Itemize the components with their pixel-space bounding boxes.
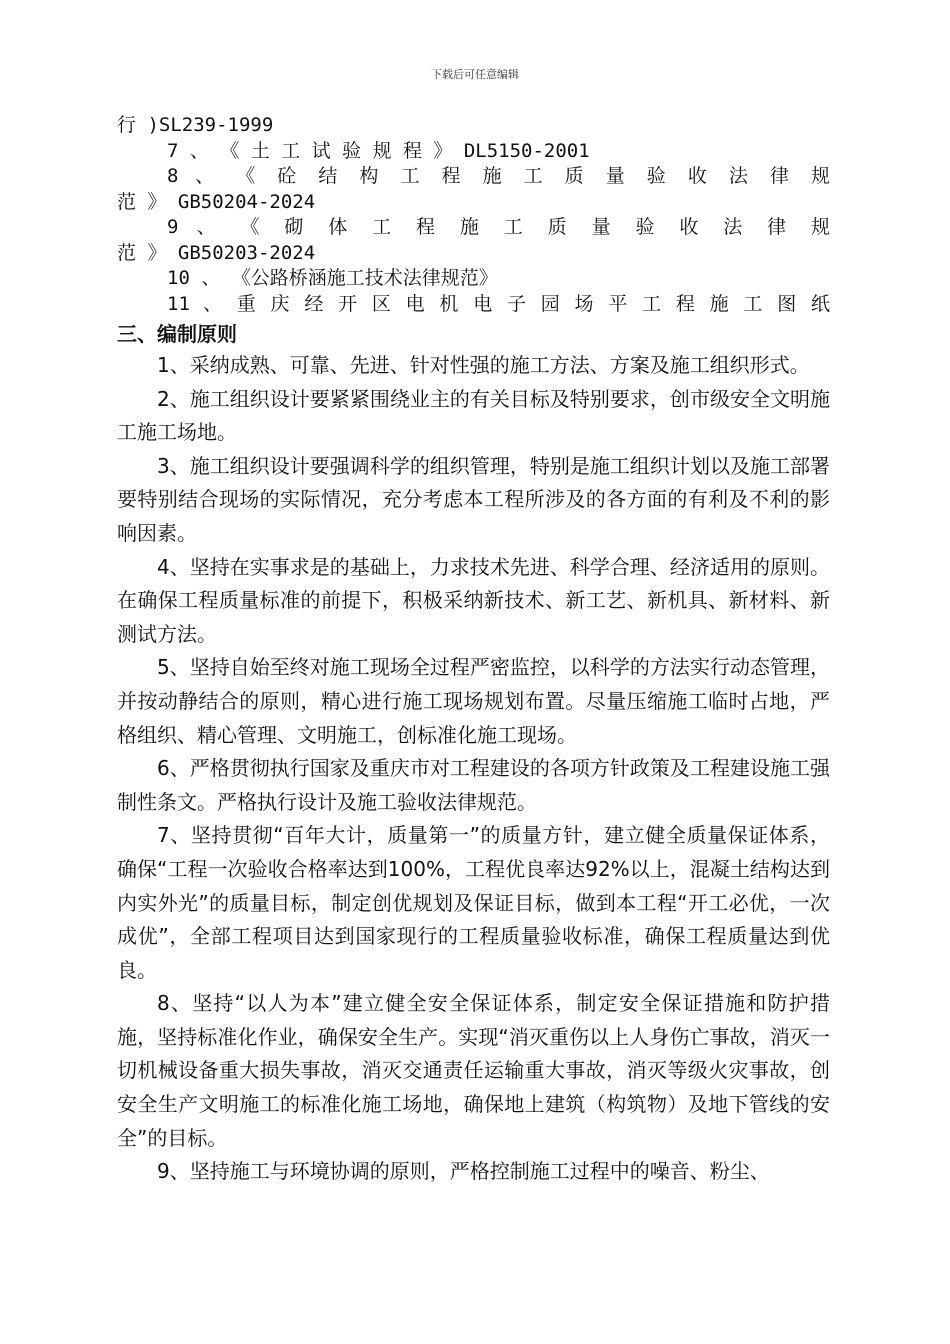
principle-7: 7、坚持贯彻“百年大计，质量第一”的质量方针，建立健全质量保证体系，确保“工程一次验收合格率达到100%，工程优良率达92%以上，混凝土结构达到内实外光”的质量目标，制定创优规划及保证目标，做到本工程“开工必优，一次成优”，全部工程项目达到国家现行的工程质量验收标准，确保工程质量达到优良。 <box>117 823 830 982</box>
principle-4: 4、坚持在实事求是的基础上，力求技术先进、科学合理、经济适用的原则。在确保工程质量标准的前提下，积极采纳新技术、新工艺、新机具、新材料、新测试方法。 <box>117 554 830 646</box>
document-body <box>117 113 830 1189</box>
reference-item-8-cont: 范 》 GB50204-2024 <box>117 190 316 213</box>
principle-6: 6、严格贯彻执行国家及重庆市对工程建设的各项方针政策及工程建设施工强制性条文。严格执行设计及施工验收法律规范。 <box>117 756 830 814</box>
section-title: 三、编制原则 <box>117 322 237 346</box>
principle-5: 5、坚持自始至终对施工现场全过程严密监控，以科学的方法实行动态管理，并按动静结合的原则，精心进行施工现场规划布置。尽量压缩施工临时占地，严格组织、精心管理、文明施工，创标准化施工现场。 <box>117 655 830 747</box>
reference-item-7: 7 、 《 土 工 试 验 规 程 》 DL5150-2001 <box>167 139 590 162</box>
principle-8: 8、坚持“以人为本”建立健全安全保证体系，制定安全保证措施和防护措施，坚持标准化作业，确保安全生产。实现“消灭重伤以上人身伤亡事故，消灭一切机械设备重大损失事故，消灭交通责任运输重大事故，消灭等级火灾事故，创安全生产文明施工的标准化施工场地，确保地上建筑（构筑物）及地下管线的安全”的目标。 <box>117 991 830 1150</box>
reference-item-10: 10 、 《公路桥涵施工技术法律规范》 <box>167 267 498 289</box>
principle-1: 1、采纳成熟、可靠、先进、针对性强的施工方法、方案及施工组织形式。 <box>157 353 810 377</box>
reference-item-9: 9 、 《 砌 体 工 程 施 工 质 量 验 收 法 律 规 <box>167 216 830 238</box>
reference-item-9-cont: 范 》 GB50203-2024 <box>117 241 316 264</box>
reference-item-11: 11 、 重 庆 经 开 区 电 机 电 子 园 场 平 工 程 施 工 图 纸 <box>167 292 830 315</box>
reference-line: 行 )SL239-1999 <box>117 114 274 136</box>
page-header: 下载后可任意编辑 <box>431 68 519 81</box>
reference-item-8: 8 、 《 砼 结 构 工 程 施 工 质 量 验 收 法 律 规 <box>167 165 830 187</box>
principle-9: 9、坚持施工与环境协调的原则，严格控制施工过程中的噪音、粉尘、 <box>157 1159 770 1184</box>
principle-3: 3、施工组织设计要强调科学的组织管理，特别是施工组织计划以及施工部署要特别结合现场的实际情况，充分考虑本工程所涉及的各方面的有利及不利的影响因素。 <box>117 453 830 545</box>
principle-2: 2、施工组织设计要紧紧围绕业主的有关目标及特别要求，创市级安全文明施工施工场地。 <box>117 386 830 445</box>
